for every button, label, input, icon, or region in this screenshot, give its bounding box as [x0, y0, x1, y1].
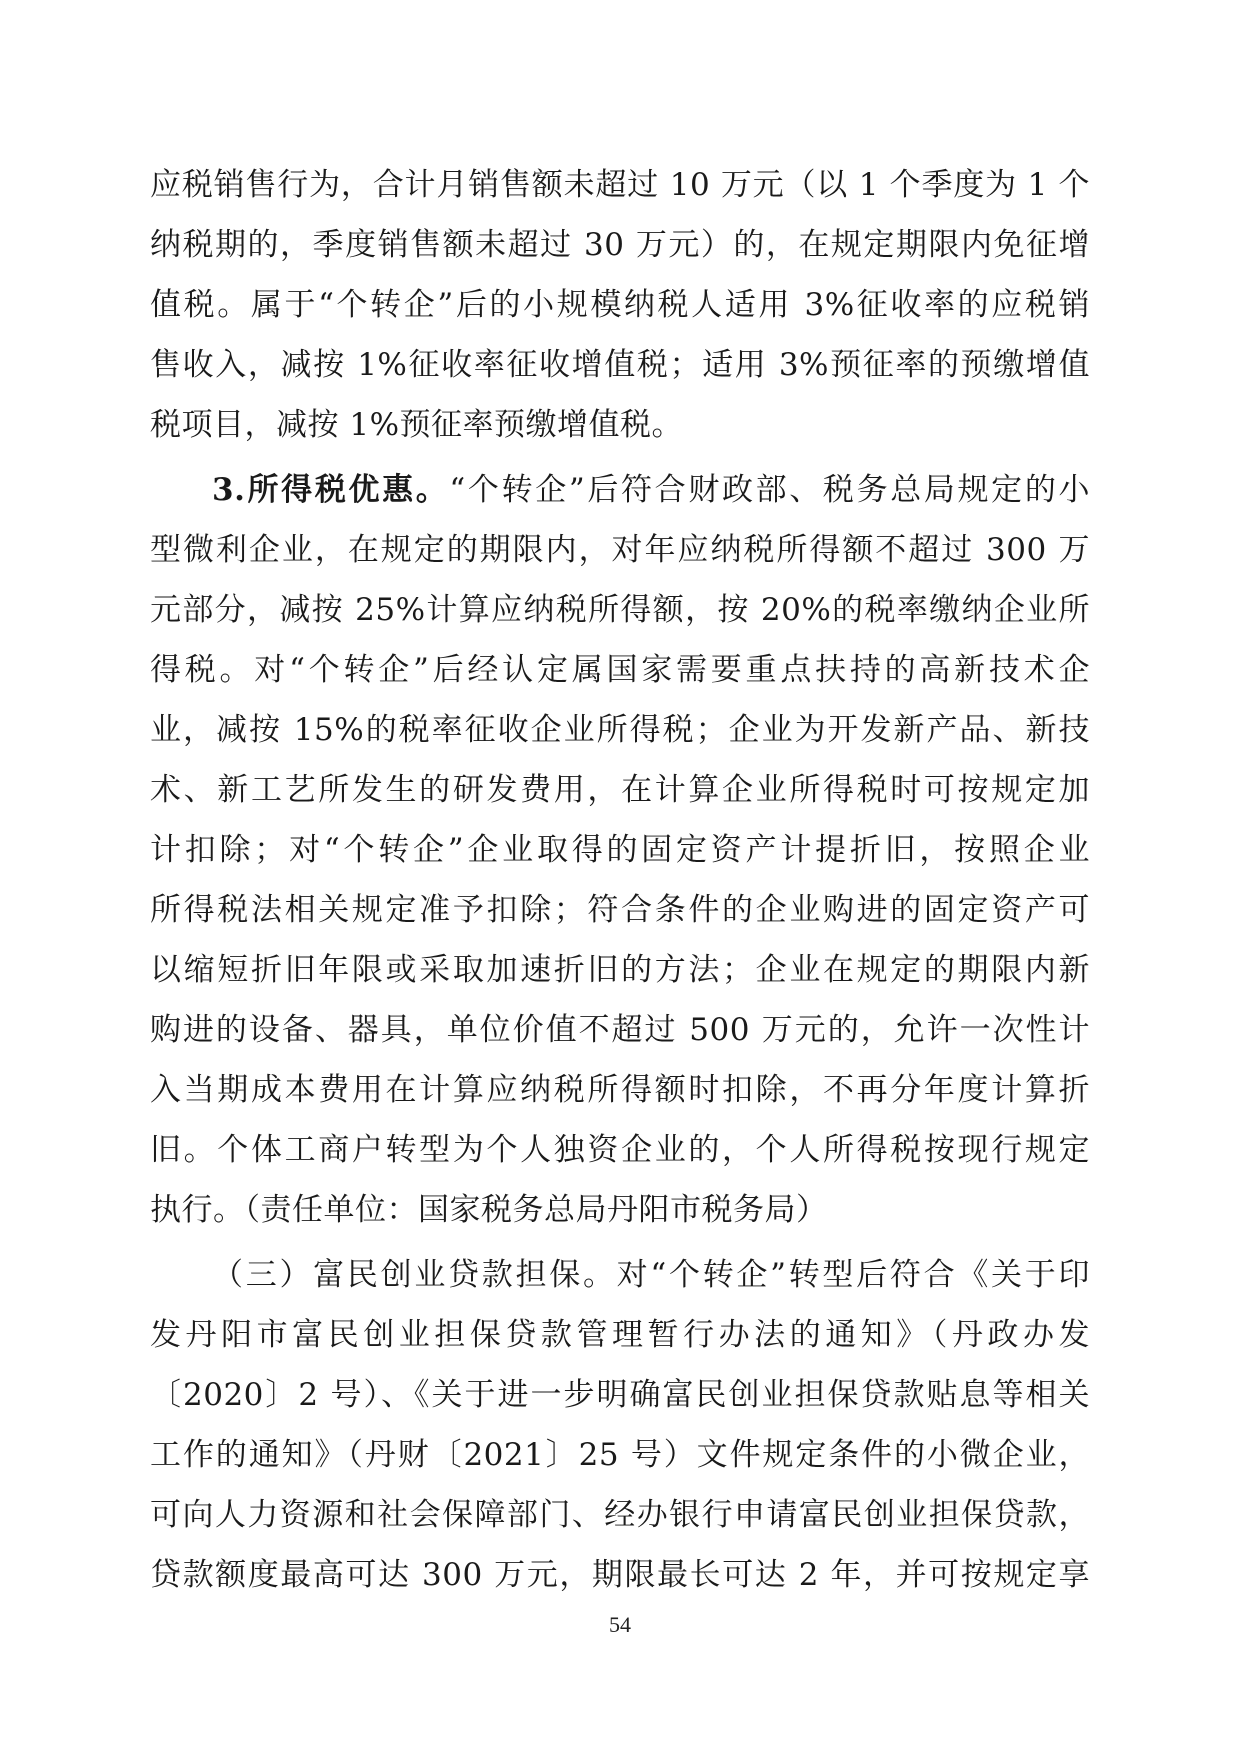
body-text-line: 计扣除；对“个转企”企业取得的固定资产计提折旧，按照企业: [150, 832, 1090, 868]
body-text-line: 纳税期的，季度销售额未超过 30 万元）的，在规定期限内免征增: [150, 227, 1090, 263]
body-text-line: 可向人力资源和社会保障部门、经办银行申请富民创业担保贷款，: [150, 1497, 1090, 1533]
body-text-line: 发丹阳市富民创业担保贷款管理暂行办法的通知》（丹政办发: [150, 1317, 1090, 1353]
section-heading-line: [212, 460, 1090, 520]
section-heading: 3.所得税优惠。: [212, 472, 450, 508]
body-text-line: 值税。属于“个转企”后的小规模纳税人适用 3%征收率的应税销: [150, 287, 1090, 323]
body-text-line: 工作的通知》（丹财〔2021〕25 号）文件规定条件的小微企业，: [150, 1437, 1090, 1473]
body-text-line: 售收入，减按 1%征收率征收增值税；适用 3%预征率的预缴增值: [150, 347, 1090, 383]
body-text-line: 执行。（责任单位：国家税务总局丹阳市税务局）: [150, 1192, 828, 1228]
body-text-span: “个转企”后符合财政部、税务总局规定的小: [449, 472, 1090, 508]
body-text-line: 得税。对“个转企”后经认定属国家需要重点扶持的高新技术企: [150, 652, 1090, 688]
page-number: 54: [609, 1612, 631, 1637]
body-text-line: 税项目，减按 1%预征率预缴增值税。: [150, 407, 684, 443]
body-text-line: 业，减按 15%的税率征收企业所得税；企业为开发新产品、新技: [150, 712, 1090, 748]
body-text-line: 购进的设备、器具，单位价值不超过 500 万元的，允许一次性计: [150, 1012, 1090, 1048]
body-text-line: （三）富民创业贷款担保。对“个转企”转型后符合《关于印: [212, 1257, 1090, 1293]
body-text-line: 术、新工艺所发生的研发费用，在计算企业所得税时可按规定加: [150, 772, 1090, 808]
body-text-line: 应税销售行为，合计月销售额未超过 10 万元（以 1 个季度为 1 个: [150, 167, 1090, 203]
body-text-line: 元部分，减按 25%计算应纳税所得额，按 20%的税率缴纳企业所: [150, 592, 1090, 628]
body-text-line: 所得税法相关规定准予扣除；符合条件的企业购进的固定资产可: [150, 892, 1090, 928]
body-text-line: 以缩短折旧年限或采取加速折旧的方法；企业在规定的期限内新: [150, 952, 1090, 988]
body-text-line: 型微利企业，在规定的期限内，对年应纳税所得额不超过 300 万: [150, 532, 1090, 568]
body-text-line: 旧。个体工商户转型为个人独资企业的，个人所得税按现行规定: [150, 1132, 1090, 1168]
body-text-line: 入当期成本费用在计算应纳税所得额时扣除，不再分年度计算折: [150, 1072, 1090, 1108]
body-text-line: 〔2020〕2 号）、《关于进一步明确富民创业担保贷款贴息等相关: [150, 1377, 1090, 1413]
body-text-line: 贷款额度最高可达 300 万元，期限最长可达 2 年，并可按规定享: [150, 1557, 1090, 1593]
